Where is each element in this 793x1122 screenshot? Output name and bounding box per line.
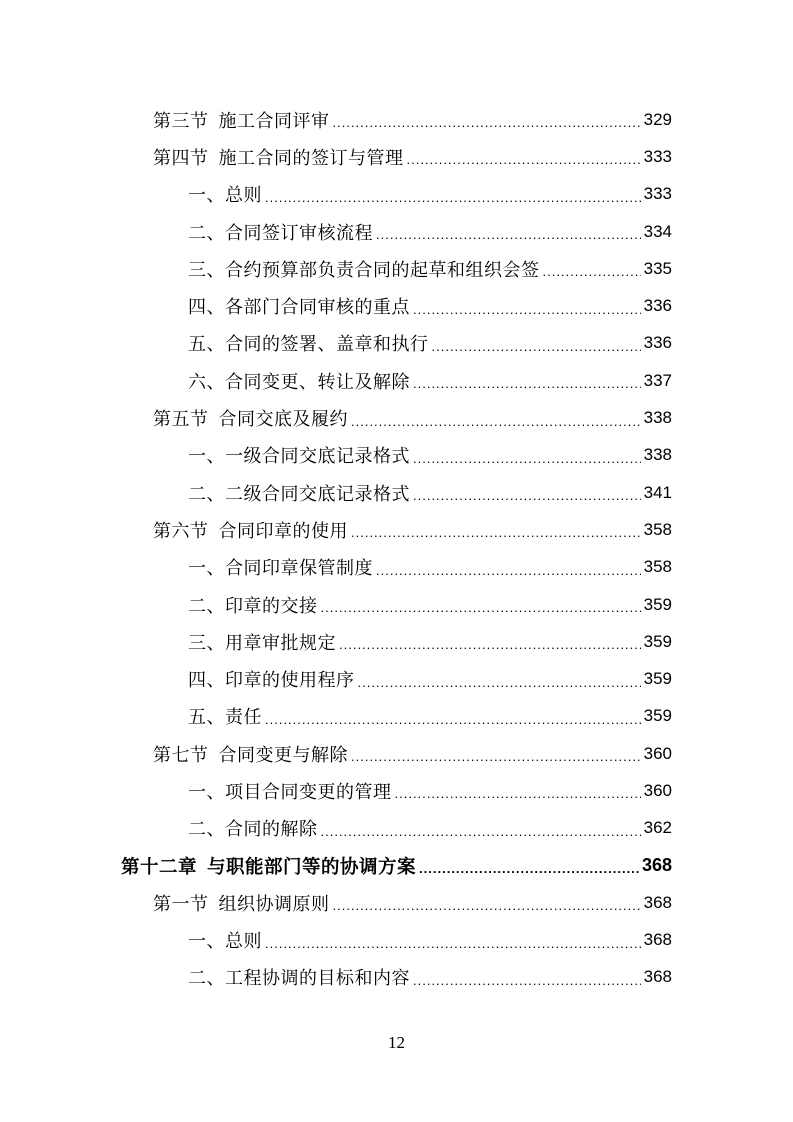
toc-entry-title	[188, 629, 336, 655]
toc-entry-text: 总则	[225, 931, 262, 953]
toc-entry-prefix: 二、	[188, 483, 225, 505]
toc-entry-title	[188, 666, 355, 692]
toc-entry-text: 项目合同变更的管理	[225, 781, 392, 803]
toc-entry-title	[188, 181, 262, 207]
page-number: 12	[388, 1033, 405, 1052]
toc-entry-page-number: 358	[643, 519, 672, 539]
toc-entry-section[interactable]	[0, 511, 793, 548]
toc-entry-title	[188, 703, 262, 729]
toc-entry-prefix: 二、	[188, 968, 225, 990]
dot-leader	[395, 787, 641, 800]
toc-entry-title	[153, 405, 348, 431]
dot-leader	[339, 638, 641, 651]
toc-entry-text: 印章的使用程序	[225, 670, 355, 692]
toc-entry-prefix: 五、	[188, 334, 225, 356]
toc-entry-page-number: 335	[643, 258, 672, 278]
dot-leader	[333, 899, 641, 912]
toc-entry-page-number: 333	[643, 184, 672, 204]
toc-entry-prefix: 第三节	[153, 110, 209, 132]
toc-entry-title	[153, 890, 330, 916]
toc-entry-page-number: 336	[643, 296, 672, 316]
toc-entry-section[interactable]	[0, 138, 793, 175]
toc-entry-title	[188, 442, 410, 468]
toc-entry-item[interactable]	[0, 810, 793, 847]
toc-entry-text: 合同交底及履约	[218, 409, 348, 431]
toc-entry-text: 合同印章的使用	[218, 520, 348, 542]
toc-entry-text: 合同签订审核流程	[225, 222, 373, 244]
toc-entry-page-number: 359	[643, 706, 672, 726]
toc-entry-page-number: 368	[641, 855, 672, 876]
toc-entry-text: 总则	[225, 185, 262, 207]
toc-entry-title	[188, 927, 262, 953]
toc-entry-page-number: 368	[643, 967, 672, 987]
toc-entry-text: 合同变更、转让及解除	[225, 371, 410, 393]
toc-entry-title	[188, 592, 318, 618]
toc-entry-item[interactable]	[0, 474, 793, 511]
toc-entry-text: 施工合同的签订与管理	[218, 147, 404, 169]
toc-entry-prefix: 第七节	[153, 744, 209, 766]
toc-entry-prefix: 三、	[188, 259, 225, 281]
toc-entry-prefix: 四、	[188, 297, 225, 319]
toc-entry-text: 各部门合同审核的重点	[225, 297, 410, 319]
toc-entry-page-number: 338	[643, 408, 672, 428]
toc-entry-title	[153, 517, 348, 543]
toc-entry-page-number: 360	[643, 743, 672, 763]
toc-entry-text: 用章审批规定	[225, 632, 336, 654]
toc-entry-page-number: 360	[643, 780, 672, 800]
toc-entry-prefix: 四、	[188, 670, 225, 692]
toc-entry-item[interactable]	[0, 959, 793, 996]
toc-entry-text: 施工合同评审	[218, 110, 330, 132]
toc-entry-prefix: 二、	[188, 819, 225, 841]
toc-entry-page-number: 359	[643, 631, 672, 651]
toc-entry-prefix: 二、	[188, 595, 225, 617]
toc-entry-title	[153, 107, 330, 133]
toc-entry-title	[188, 964, 410, 990]
dot-leader	[333, 116, 641, 129]
toc-entry-page-number: 329	[643, 109, 672, 129]
table-of-contents	[0, 101, 793, 996]
toc-entry-page-number: 368	[643, 892, 672, 912]
dot-leader	[265, 191, 641, 204]
toc-entry-page-number: 334	[643, 221, 672, 241]
toc-entry-title	[188, 368, 410, 394]
toc-entry-chapter[interactable]	[0, 847, 793, 884]
toc-entry-prefix: 第五节	[153, 409, 209, 431]
toc-entry-item[interactable]	[0, 176, 793, 213]
toc-entry-title	[121, 853, 416, 879]
toc-entry-item[interactable]	[0, 698, 793, 735]
toc-entry-item[interactable]	[0, 623, 793, 660]
dot-leader	[358, 676, 641, 689]
dot-leader	[265, 713, 641, 726]
toc-entry-item[interactable]	[0, 660, 793, 697]
dot-leader	[351, 415, 641, 428]
toc-entry-title	[188, 256, 540, 282]
dot-leader	[432, 340, 641, 353]
toc-entry-text: 二级合同交底记录格式	[225, 483, 410, 505]
toc-entry-prefix: 五、	[188, 707, 225, 729]
toc-entry-title	[188, 815, 318, 841]
dot-leader	[351, 526, 641, 539]
dot-leader	[413, 489, 641, 502]
toc-entry-text: 印章的交接	[225, 595, 318, 617]
toc-entry-text: 合同的解除	[225, 819, 318, 841]
toc-entry-prefix: 六、	[188, 371, 225, 393]
toc-entry-page-number: 338	[643, 445, 672, 465]
toc-entry-prefix: 第十二章	[121, 856, 198, 878]
dot-leader	[321, 825, 641, 838]
toc-entry-item[interactable]	[0, 325, 793, 362]
toc-entry-prefix: 三、	[188, 632, 225, 654]
toc-entry-prefix: 第一节	[153, 893, 209, 915]
dot-leader	[413, 452, 641, 465]
dot-leader	[407, 153, 641, 166]
dot-leader	[419, 862, 639, 875]
toc-entry-item[interactable]	[0, 287, 793, 324]
toc-entry-text: 合同印章保管制度	[225, 558, 373, 580]
toc-entry-item[interactable]	[0, 922, 793, 959]
toc-entry-prefix: 二、	[188, 222, 225, 244]
toc-entry-title	[153, 144, 404, 170]
dot-leader	[413, 974, 641, 987]
toc-entry-prefix: 一、	[188, 558, 225, 580]
dot-leader	[376, 228, 641, 241]
toc-entry-page-number: 358	[643, 557, 672, 577]
toc-entry-title	[188, 293, 410, 319]
toc-entry-item[interactable]	[0, 250, 793, 287]
toc-entry-section[interactable]	[0, 884, 793, 921]
toc-entry-page-number: 359	[643, 594, 672, 614]
toc-entry-page-number: 333	[643, 146, 672, 166]
toc-entry-section[interactable]	[0, 399, 793, 436]
toc-entry-item[interactable]	[0, 213, 793, 250]
toc-entry-prefix: 一、	[188, 446, 225, 468]
toc-entry-text: 合同的签署、盖章和执行	[225, 334, 429, 356]
toc-entry-page-number: 368	[643, 930, 672, 950]
dot-leader	[413, 303, 641, 316]
toc-entry-title	[188, 778, 392, 804]
toc-entry-title	[188, 330, 429, 356]
dot-leader	[265, 937, 641, 950]
toc-entry-page-number: 362	[643, 818, 672, 838]
dot-leader	[543, 265, 641, 278]
toc-entry-text: 与职能部门等的协调方案	[207, 856, 417, 878]
toc-entry-text: 一级合同交底记录格式	[225, 446, 410, 468]
toc-entry-page-number: 336	[643, 333, 672, 353]
toc-entry-item[interactable]	[0, 586, 793, 623]
toc-entry-title	[153, 741, 348, 767]
toc-entry-section[interactable]	[0, 735, 793, 772]
toc-entry-prefix: 第四节	[153, 147, 209, 169]
toc-entry-text: 责任	[225, 707, 262, 729]
toc-entry-item[interactable]	[0, 549, 793, 586]
toc-entry-title	[188, 219, 373, 245]
toc-entry-section[interactable]	[0, 101, 793, 138]
toc-entry-text: 合约预算部负责合同的起草和组织会签	[225, 259, 540, 281]
dot-leader	[351, 750, 641, 763]
toc-entry-text: 合同变更与解除	[218, 744, 348, 766]
toc-entry-page-number: 359	[643, 669, 672, 689]
toc-entry-page-number: 337	[643, 370, 672, 390]
toc-entry-prefix: 一、	[188, 185, 225, 207]
dot-leader	[376, 564, 641, 577]
toc-entry-item[interactable]	[0, 772, 793, 809]
toc-entry-page-number: 341	[643, 482, 672, 502]
toc-entry-item[interactable]	[0, 362, 793, 399]
dot-leader	[321, 601, 641, 614]
toc-entry-item[interactable]	[0, 437, 793, 474]
toc-entry-text: 组织协调原则	[218, 893, 330, 915]
dot-leader	[413, 377, 641, 390]
toc-entry-text: 工程协调的目标和内容	[225, 968, 410, 990]
toc-entry-title	[188, 554, 373, 580]
toc-entry-title	[188, 480, 410, 506]
toc-entry-prefix: 第六节	[153, 520, 209, 542]
toc-entry-prefix: 一、	[188, 781, 225, 803]
toc-entry-prefix: 一、	[188, 931, 225, 953]
